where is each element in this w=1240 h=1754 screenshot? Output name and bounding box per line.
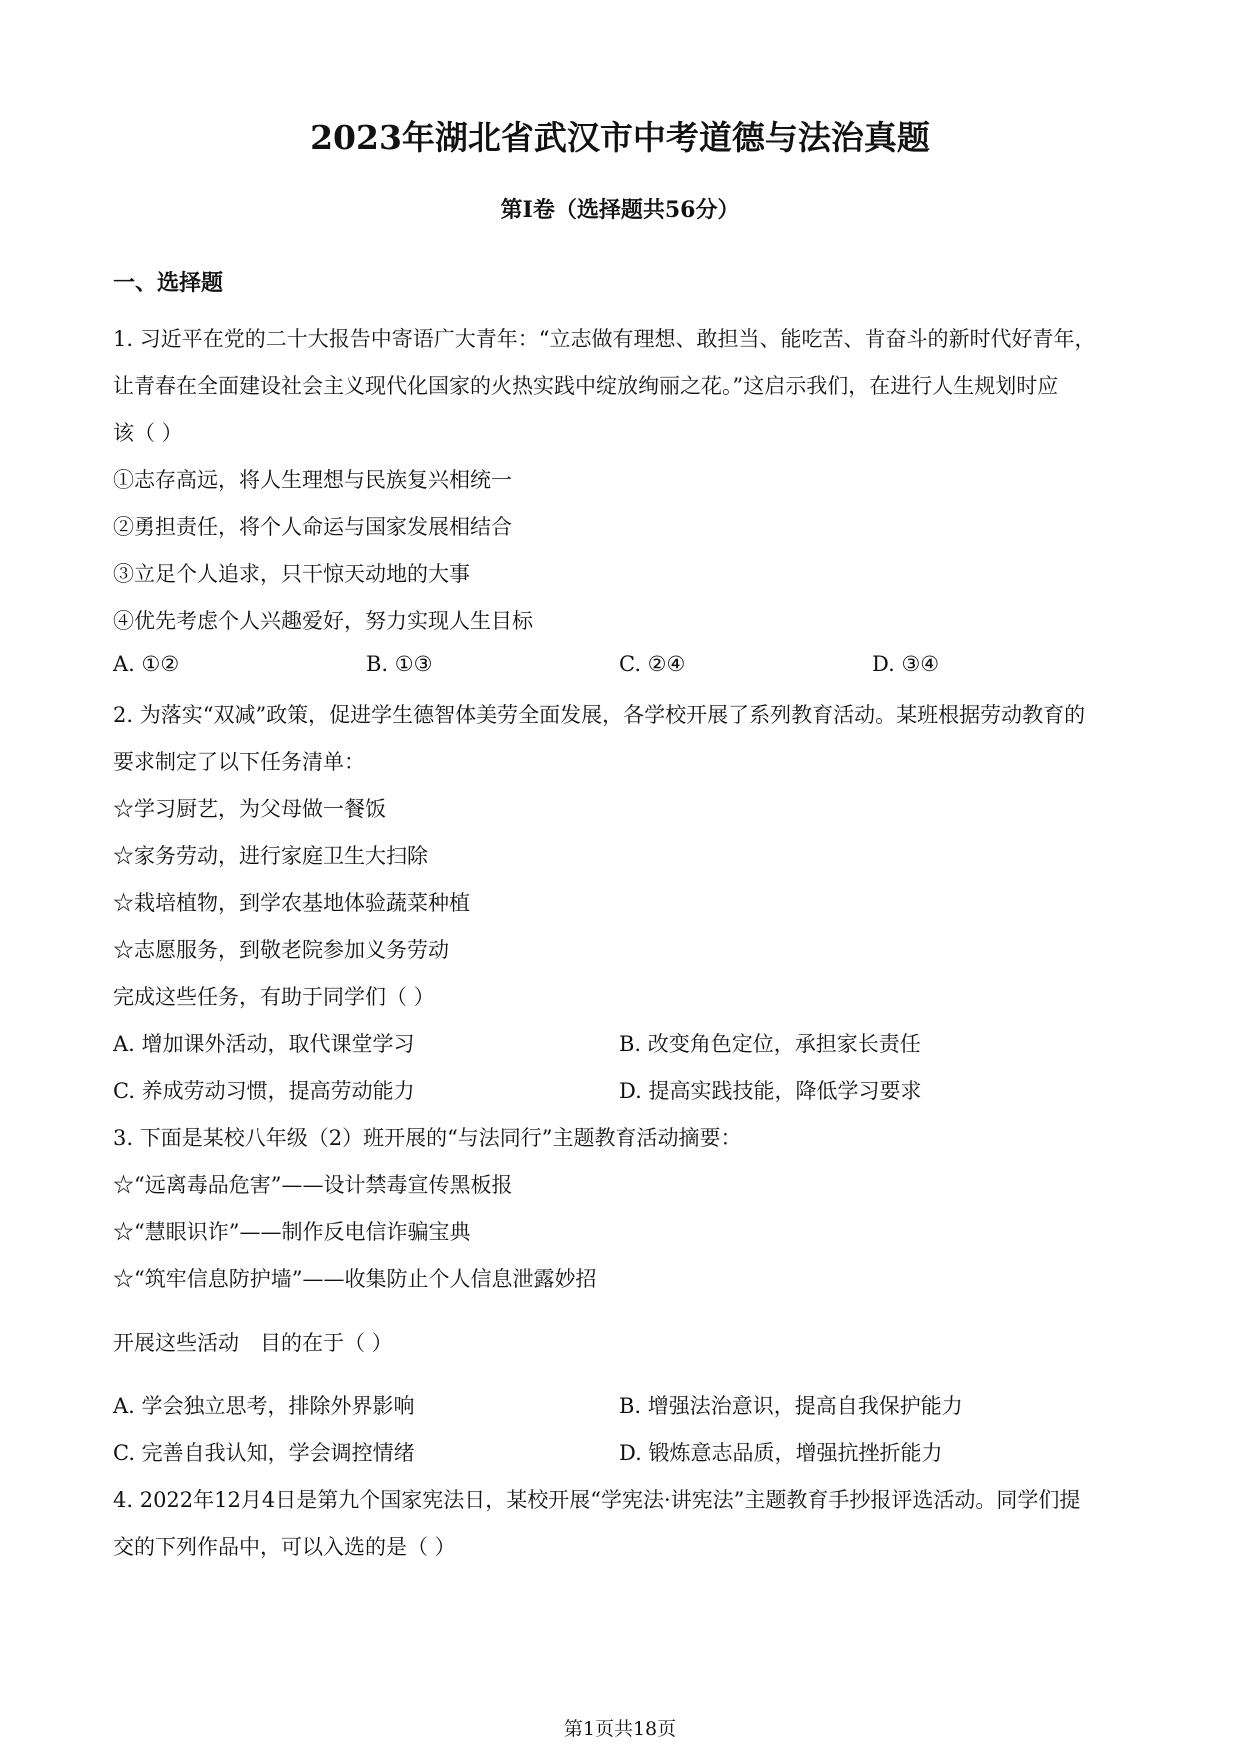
question-3-prompt: 开展这些活动 目的在于（ ）: [113, 1331, 393, 1355]
question-1-stem-line-2: 让青春在全面建设社会主义现代化国家的火热实践中绽放绚丽之花。”这启示我们，在进行人生规划时应: [113, 374, 1059, 398]
question-2-option-d: D. 提高实践技能，降低学习要求: [619, 1079, 922, 1103]
question-4-stem-line-1: 4. 2022年12月4日是第九个国家宪法日，某校开展“学宪法·讲宪法”主题教育手抄报评选活动。同学们提: [113, 1488, 1081, 1512]
question-3-activity-1: ☆“远离毒品危害”——设计禁毒宣传黑板报: [113, 1173, 513, 1197]
paper-subtitle: 第I卷（选择题共56分）: [500, 197, 740, 223]
question-3-stem: 3. 下面是某校八年级（2）班开展的“与法同行”主题教育活动摘要：: [113, 1126, 742, 1150]
question-2-task-4: ☆志愿服务，到敬老院参加义务劳动: [113, 938, 449, 962]
question-1-option-c: C. ②④: [619, 652, 686, 676]
question-1-statement-3: ③立足个人追求，只干惊天动地的大事: [113, 562, 470, 586]
question-1-option-b: B. ①③: [366, 652, 433, 676]
question-2-prompt: 完成这些任务，有助于同学们（ ）: [113, 985, 435, 1009]
question-3-activity-2: ☆“慧眼识诈”——制作反电信诈骗宝典: [113, 1220, 471, 1244]
section-heading: 一、选择题: [113, 270, 224, 296]
question-2-stem-line-2: 要求制定了以下任务清单：: [113, 750, 365, 774]
question-1-stem-line-3: 该（ ）: [113, 421, 183, 445]
question-2-option-a: A. 增加课外活动，取代课堂学习: [113, 1032, 415, 1056]
question-1-option-d: D. ③④: [872, 652, 940, 676]
question-2-task-2: ☆家务劳动，进行家庭卫生大扫除: [113, 844, 428, 868]
question-3-option-d: D. 锻炼意志品质，增强抗挫折能力: [619, 1441, 943, 1465]
question-3-option-b: B. 增强法治意识，提高自我保护能力: [619, 1394, 963, 1418]
question-1-statement-1: ①志存高远，将人生理想与民族复兴相统一: [113, 468, 512, 492]
question-3-option-c: C. 完善自我认知，学会调控情绪: [113, 1441, 415, 1465]
question-1-statement-2: ②勇担责任，将个人命运与国家发展相结合: [113, 515, 512, 539]
question-2-task-3: ☆栽培植物，到学农基地体验蔬菜种植: [113, 891, 470, 915]
page-title: 2023年湖北省武汉市中考道德与法治真题: [310, 118, 930, 157]
question-2-option-c: C. 养成劳动习惯，提高劳动能力: [113, 1079, 415, 1103]
page-number: 第1页共18页: [563, 1718, 677, 1740]
question-1-option-a: A. ①②: [113, 652, 180, 676]
question-1-stem-line-1: 1. 习近平在党的二十大报告中寄语广大青年：“立志做有理想、敢担当、能吃苦、肯奋斗的新时代好青年，: [113, 327, 1096, 351]
question-3-activity-3: ☆“筑牢信息防护墙”——收集防止个人信息泄露妙招: [113, 1267, 597, 1291]
question-2-option-b: B. 改变角色定位，承担家长责任: [619, 1032, 921, 1056]
question-2-stem-line-1: 2. 为落实“双减”政策，促进学生德智体美劳全面发展，各学校开展了系列教育活动。某班根据劳动教育的: [113, 703, 1086, 727]
question-2-task-1: ☆学习厨艺，为父母做一餐饭: [113, 797, 386, 821]
question-3-option-a: A. 学会独立思考，排除外界影响: [113, 1394, 415, 1418]
question-4-stem-line-2: 交的下列作品中，可以入选的是（ ）: [113, 1535, 456, 1559]
question-1-statement-4: ④优先考虑个人兴趣爱好，努力实现人生目标: [113, 609, 533, 633]
